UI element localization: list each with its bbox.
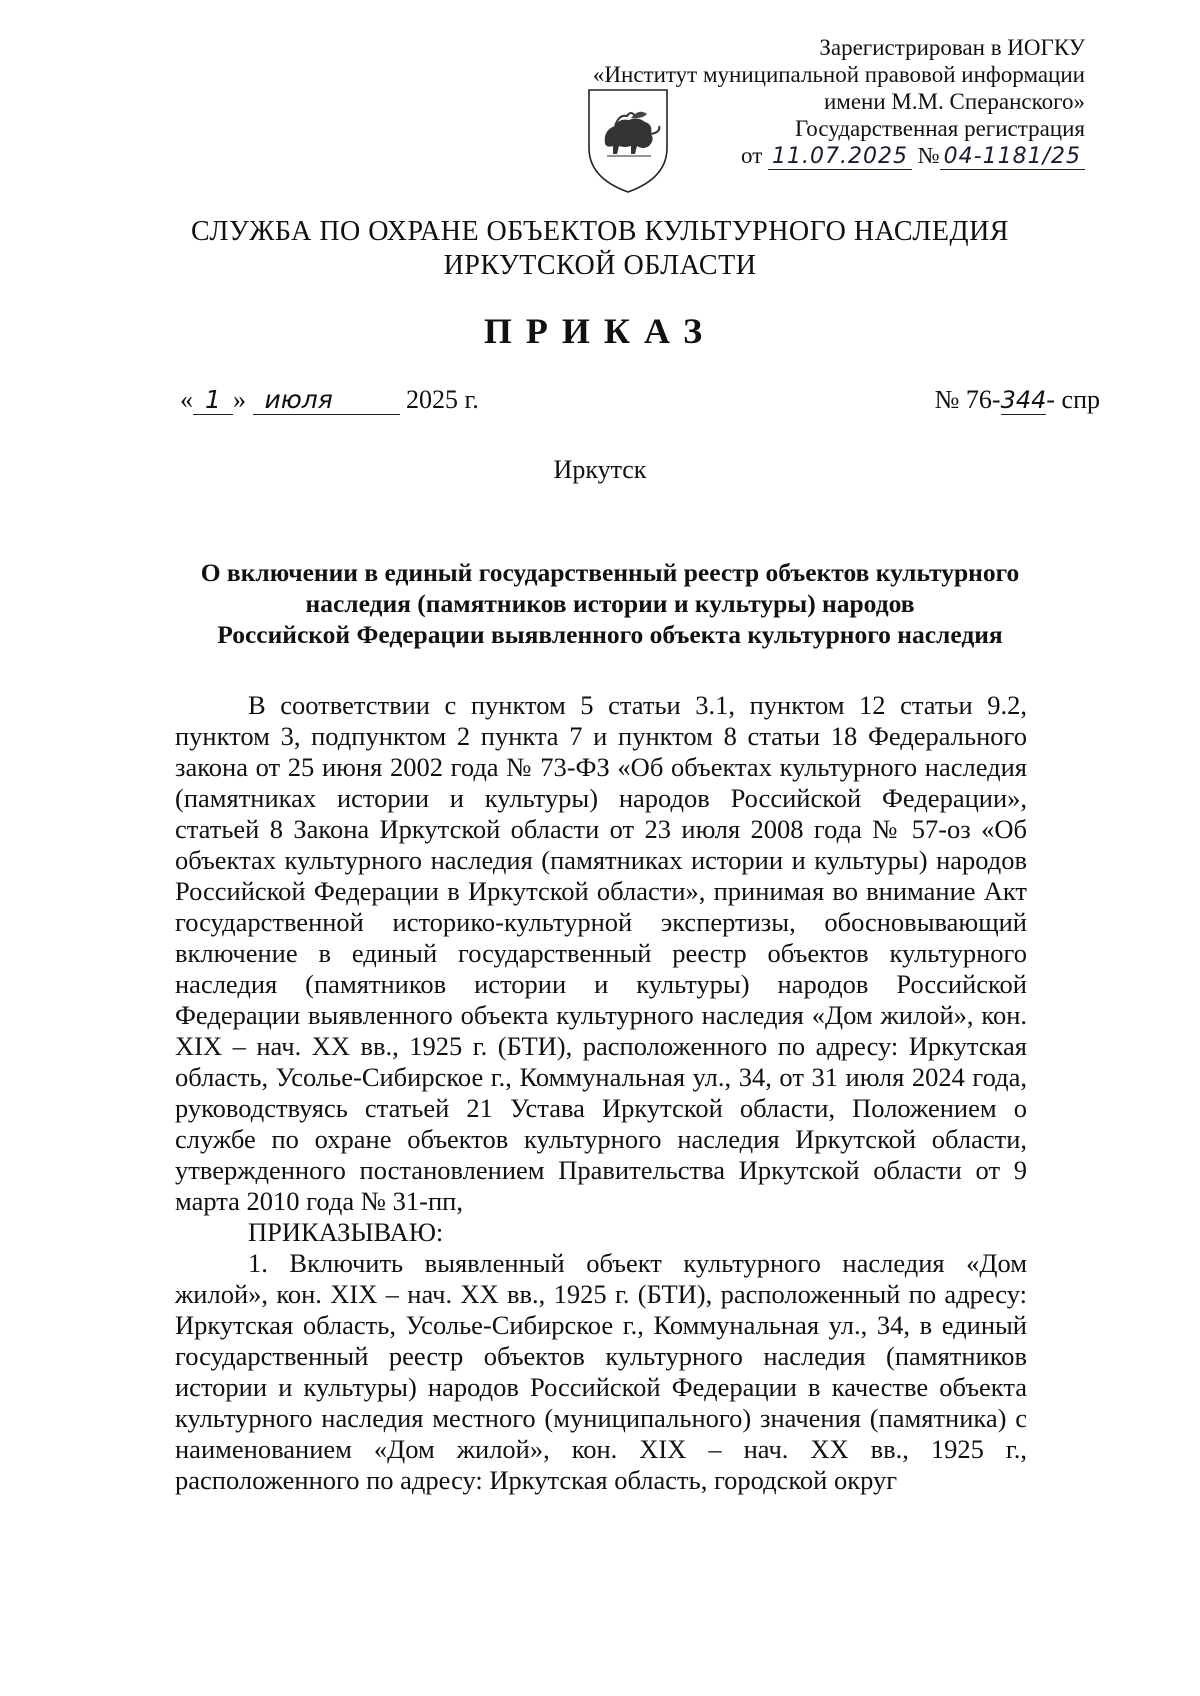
registration-line-1: Зарегистрирован в ИОГКУ — [819, 35, 1085, 60]
registration-number-prefix: № — [917, 143, 940, 168]
date-close-quote: » — [233, 385, 246, 414]
registration-number-value: 04-1181/25 — [940, 144, 1085, 170]
order-number-prefix: № 76- — [934, 385, 1001, 414]
item-1-paragraph: 1. Включить выявленный объект культурного наследия «Дом жилой», кон. XIX – нач. XX вв., 1925 г. (БТИ), расположенный по адресу: Иркутская область, Усолье-Сибирское г., Коммунальная ул., 34, в единый государственный реестр объектов культурного наследия (памятников истории и культуры) народов Российской Федерации в качестве объекта культурного наследия местного (муниципального) значения (памятника) с наименованием «Дом жилой», кон. XIX – нач. XX вв., 1925 г., расположенного по адресу: Иркутская область, городской округ — [175, 1248, 1027, 1495]
document-body — [175, 690, 1027, 1496]
city: Иркутск — [553, 455, 647, 484]
title-line-2: наследия (памятников истории и культуры) народов — [305, 589, 915, 618]
date-month: июля — [253, 385, 400, 415]
date-day: 1 — [193, 385, 233, 415]
registration-line-2: «Институт муниципальной правовой информации — [592, 62, 1085, 87]
registration-line-4: Государственная регистрация — [795, 116, 1085, 141]
order-number-handwritten: 344 — [1000, 386, 1047, 414]
agency-name-line-2: ИРКУТСКОЙ ОБЛАСТИ — [443, 250, 757, 281]
registration-line-3: имени М.М. Сперанского» — [823, 89, 1085, 114]
title-line-3: Российской Федерации выявленного объекта культурного наследия — [217, 620, 1003, 649]
order-number — [935, 385, 1100, 415]
order-number-suffix: - спр — [1046, 385, 1100, 414]
preamble-paragraph: В соответствии с пунктом 5 статьи 3.1, пунктом 12 статьи 9.2, пунктом 3, подпунктом 2 пункта 7 и пунктом 8 статьи 18 Федерального закона от 25 июня 2002 года № 73-ФЗ «Об объектах культурного наследия (памятниках истории и культуры) народов Российской Федерации», статьей 8 Закона Иркутской области от 23 июля 2008 года № 57-оз «Об объектах культурного наследия (памятниках истории и культуры) народов Российской Федерации в Иркутской области», принимая во внимание Акт государственной историко-культурной экспертизы, обосновывающий включение в единый государственный реестр объектов культурного наследия (памятников истории и культуры) народов Российской Федерации выявленного объекта культурного наследия «Дом жилой», кон. XIX – нач. XX вв., 1925 г. (БТИ), расположенного по адресу: Иркутская область, Усолье-Сибирское г., Коммунальная ул., 34, от 31 июля 2024 года, руководствуясь статьей 21 Устава Иркутской области, Положением о службе по охране объектов культурного наследия Иркутской области, утвержденного постановлением Правительства Иркутской области от 9 марта 2010 года № 31-пп, — [175, 690, 1027, 1216]
registration-date-value: 11.07.2025 — [768, 144, 912, 170]
registration-date-prefix: от — [741, 143, 763, 168]
document-title — [175, 557, 1045, 650]
agency-name — [0, 215, 1200, 283]
order-date — [180, 385, 479, 415]
document-type-heading: ПРИКАЗ — [483, 311, 717, 351]
agency-name-line-1: СЛУЖБА ПО ОХРАНЕ ОБЪЕКТОВ КУЛЬТУРНОГО НАСЛЕДИЯ — [191, 216, 1009, 247]
coat-of-arms-icon — [585, 86, 671, 196]
date-open-quote: « — [180, 385, 193, 414]
title-line-1: О включении в единый государственный реестр объектов культурного — [200, 558, 1020, 587]
order-word: ПРИКАЗЫВАЮ: — [248, 1217, 444, 1247]
date-year: 2025 г. — [406, 385, 479, 414]
